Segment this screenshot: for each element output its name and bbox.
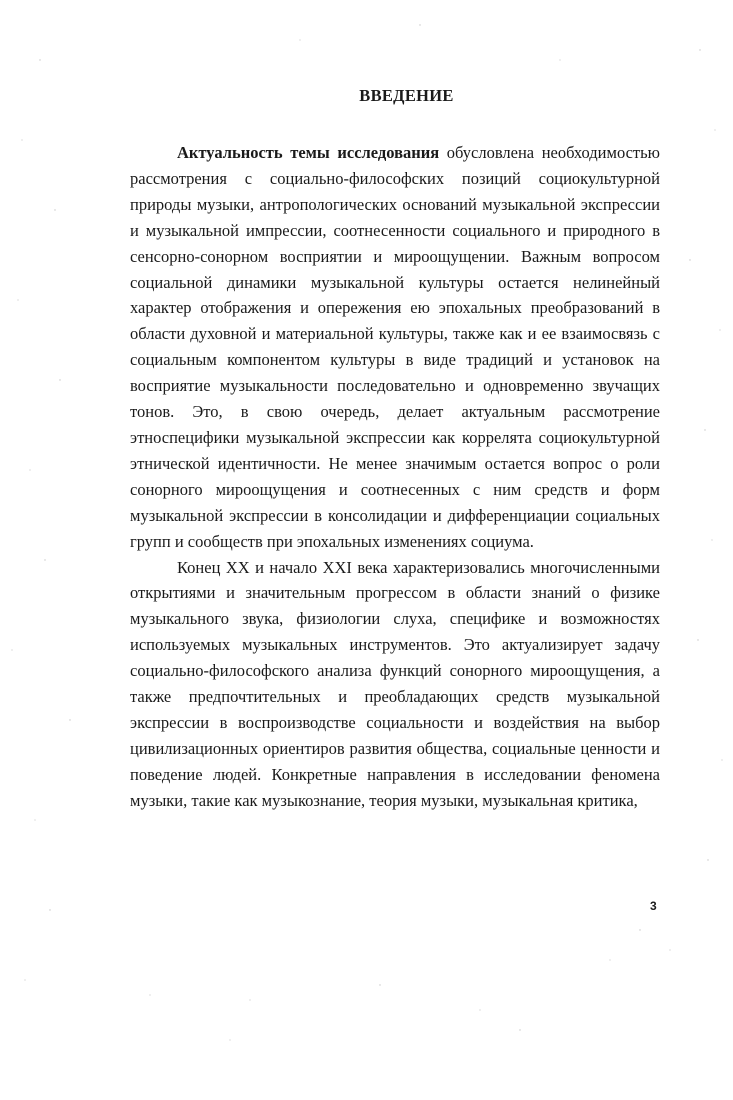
paragraph-text: обусловлена необходимостью рассмотрения с социально-философских позиций социокультурной природы музыки, антропологических оснований музыкальной экспрессии и музыкальной импрессии, соотнесенности социального и природного в сенсорно-сонорном восприятии и мироощущении. Важным вопросом социальной динамики музыкальной культуры остается нелинейный характер отображения и опережения ею эпохальных преобразований в области духовной и материальной культуры, также как и ее взаимосвязь с социальным компонентом культуры в виде традиций и установок на восприятие музыкальности последовательно и одновременно звучащих тонов. Это, в свою очередь, делает актуальным рассмотрение этноспецифики музыкальной экспрессии как коррелята социокультурной этнической идентичности. Не менее значимым остается вопрос о роли сонорного мироощущения и соотнесенных с ним средств и форм музыкальной экспрессии в консолидации и дифференциации социальных групп и сообществ при эпохальных изменениях социума. bbox=[130, 143, 660, 551]
page-title: ВВЕДЕНИЕ bbox=[359, 86, 454, 105]
paragraph-context bbox=[130, 555, 660, 814]
body-text bbox=[130, 140, 660, 814]
page-number: 3 bbox=[650, 899, 657, 913]
paragraph-text: Конец XX и начало XXI века характеризовались многочисленными открытиями и значительным прогрессом в области знаний о физике музыкального звука, физиологии слуха, специфике и возможностях используемых музыкальных инструментов. Это актуализирует задачу социально-философского анализа функций сонорного мироощущения, а также предпочтительных и преобладающих средств музыкальной экспрессии в воспроизводстве социальности и воздействия на выбор цивилизационных ориентиров развития общества, социальные ценности и поведение людей. Конкретные направления в исследовании феномена музыки, такие как музыкознание, теория музыки, музыкальная критика, bbox=[130, 557, 660, 810]
paragraph-relevance bbox=[130, 140, 660, 555]
relevance-heading: Актуальность темы исследования bbox=[177, 143, 440, 162]
